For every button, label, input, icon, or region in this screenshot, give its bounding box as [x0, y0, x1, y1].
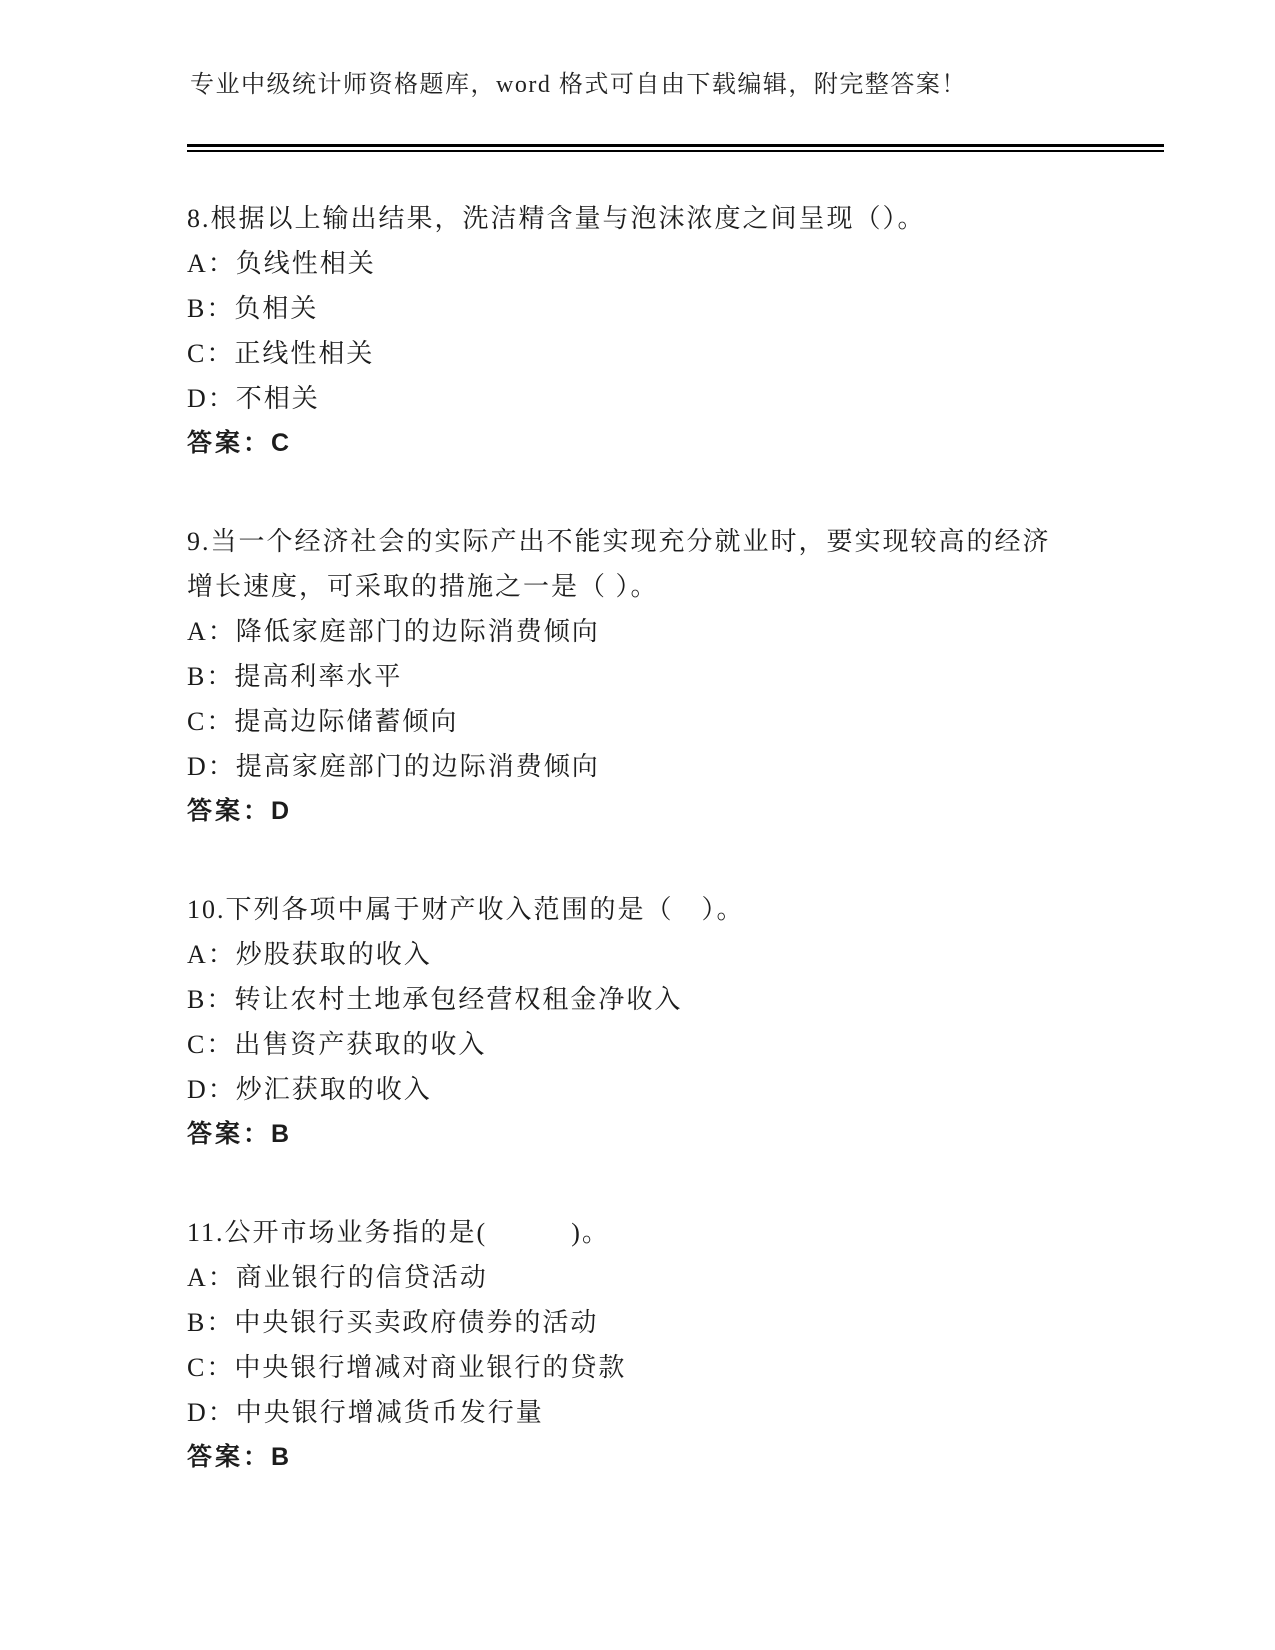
- question-10: [187, 887, 1067, 1157]
- option-a: A：降低家庭部门的边际消费倾向: [187, 617, 600, 646]
- questions-area: [187, 196, 1067, 1533]
- question-text: 10.下列各项中属于财产收入范围的是（ ）。: [187, 895, 745, 924]
- answer-line: 答案：B: [187, 1120, 293, 1148]
- question-text: 8.根据以上输出结果，洗洁精含量与泡沫浓度之间呈现（）。: [187, 204, 926, 233]
- question-text: 9.当一个经济社会的实际产出不能实现充分就业时，要实现较高的经济增长速度，可采取的措施之一是（ ）。: [187, 527, 1051, 601]
- option-d: D：炒汇获取的收入: [187, 1075, 432, 1104]
- question-9: [187, 519, 1067, 834]
- answer-line: 答案：C: [187, 429, 293, 457]
- option-b: B：提高利率水平: [187, 662, 403, 691]
- option-c: C：出售资产获取的收入: [187, 1030, 487, 1059]
- option-a: A：商业银行的信贷活动: [187, 1263, 488, 1292]
- option-a: A：负线性相关: [187, 249, 376, 278]
- question-text: 11.公开市场业务指的是( )。: [187, 1218, 610, 1247]
- page-header-text: 专业中级统计师资格题库，word 格式可自由下载编辑，附完整答案！: [190, 72, 967, 98]
- option-b: B：转让农村土地承包经营权租金净收入: [187, 985, 683, 1014]
- option-c: C：提高边际储蓄倾向: [187, 707, 459, 736]
- option-c: C：正线性相关: [187, 339, 375, 368]
- option-d: D：中央银行增减货币发行量: [187, 1398, 544, 1427]
- question-11: [187, 1210, 1067, 1480]
- option-c: C：中央银行增减对商业银行的贷款: [187, 1353, 627, 1382]
- header-divider-double-rule: [187, 144, 1164, 152]
- answer-line: 答案：D: [187, 797, 293, 825]
- option-d: D：不相关: [187, 384, 320, 413]
- option-a: A：炒股获取的收入: [187, 940, 432, 969]
- answer-line: 答案：B: [187, 1443, 293, 1471]
- question-8: [187, 196, 1067, 466]
- option-b: B：负相关: [187, 294, 319, 323]
- option-b: B：中央银行买卖政府债券的活动: [187, 1308, 599, 1337]
- option-d: D：提高家庭部门的边际消费倾向: [187, 752, 600, 781]
